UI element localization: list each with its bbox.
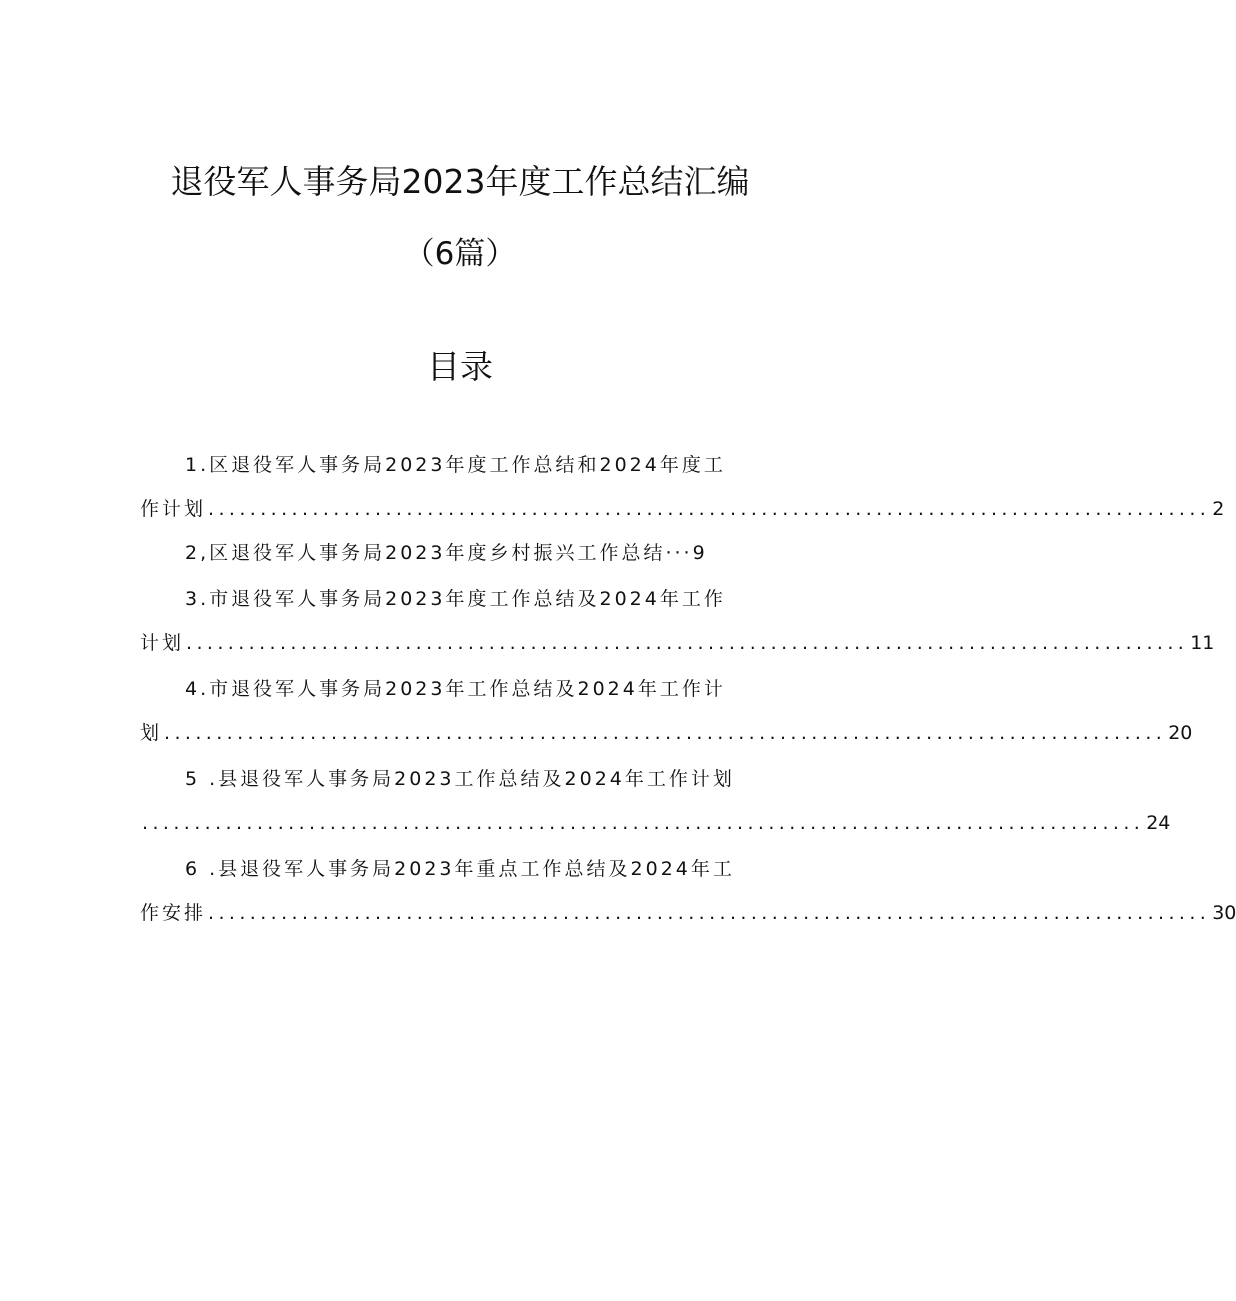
toc-leader-dots: ................................................................................................	[186, 632, 1189, 654]
toc-entry-5-page: 24	[1146, 812, 1171, 834]
toc-leader-dots: ................................................................................................	[208, 902, 1211, 924]
toc-entry-5-line2[interactable]	[140, 808, 1171, 838]
toc-entry-3-line2[interactable]	[140, 628, 1215, 658]
toc-leader-dots: ................................................................................................	[164, 722, 1167, 744]
toc-entry-1-page: 2	[1212, 498, 1225, 520]
toc-entry-1-text: 作计划	[140, 498, 207, 520]
toc-entry-1-line2[interactable]	[140, 494, 1225, 524]
toc-entry-6-line2[interactable]	[140, 898, 1236, 928]
toc-entry-3-page: 11	[1190, 632, 1215, 654]
document-title: 退役军人事务局2023年度工作总结汇编	[170, 162, 750, 201]
toc-entry-6-text: 作安排	[140, 902, 207, 924]
toc-entry-4-page: 20	[1168, 722, 1193, 744]
toc-entry-2-line1[interactable]: 2,区退役军人事务局2023年度乡村振兴工作总结···9	[185, 542, 708, 564]
toc-entry-5-line1[interactable]: 5 .县退役军人事务局2023工作总结及2024年工作计划	[185, 768, 735, 790]
toc-entry-1-line1[interactable]: 1.区退役军人事务局2023年度工作总结和2024年度工	[185, 454, 726, 476]
document-subtitle: （6篇）	[403, 236, 517, 272]
toc-entry-6-line1[interactable]: 6 .县退役军人事务局2023年重点工作总结及2024年工	[185, 858, 735, 880]
toc-leader-dots: ................................................................................................	[208, 498, 1211, 520]
toc-entry-4-line2[interactable]	[140, 718, 1193, 748]
toc-entry-4-text: 划	[140, 722, 163, 744]
toc-heading: 目录	[427, 347, 493, 386]
toc-leader-dots: ................................................................................................	[142, 812, 1145, 834]
toc-entry-4-line1[interactable]: 4.市退役军人事务局2023年工作总结及2024年工作计	[185, 678, 726, 700]
toc-entry-6-page: 30	[1212, 902, 1236, 924]
toc-entry-3-line1[interactable]: 3.市退役军人事务局2023年度工作总结及2024年工作	[185, 588, 726, 610]
toc-entry-3-text: 计划	[140, 632, 185, 654]
